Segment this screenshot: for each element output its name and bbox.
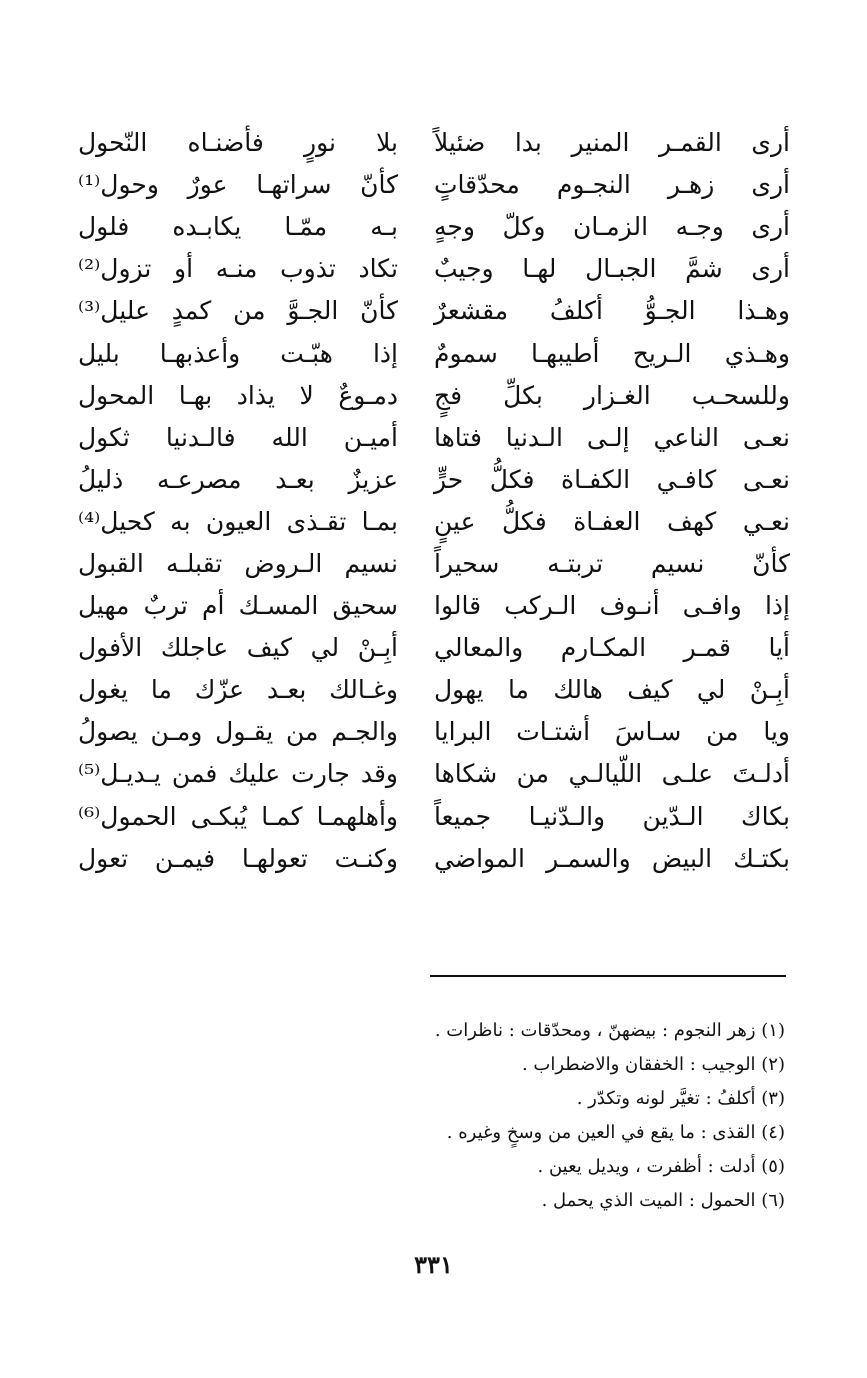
first-hemistich: أرى شمَّ الجبـال لهـا وجيبٌ bbox=[434, 254, 790, 284]
verse-line bbox=[78, 248, 790, 290]
second-hemistich: وأهلهمـا كمـا يُبكـى الحمول⁽⁶⁾ bbox=[78, 801, 398, 831]
footnote-divider bbox=[430, 975, 786, 977]
first-hemistich: إذا وافـى أنـوف الـركب قالوا bbox=[434, 591, 790, 621]
second-hemistich: سحيق المسـك أم تربٌ مهيل bbox=[78, 591, 398, 621]
second-hemistich: نسيم الـروض تقبلـه القبول bbox=[78, 548, 398, 578]
verse-line bbox=[78, 375, 790, 417]
poem bbox=[78, 122, 790, 880]
second-hemistich: وغـالك بعـد عزّك ما يغول bbox=[78, 675, 398, 705]
verse-line bbox=[78, 417, 790, 459]
footnote: (٣) أكلفُ : تغيَّر لونه وتكدّر . bbox=[576, 1088, 785, 1109]
first-hemistich: أبِـنْ لي كيف هالك ما يهول bbox=[434, 675, 790, 705]
first-hemistich: أيا قمـر المكـارم والمعالي bbox=[434, 633, 790, 663]
footnote: (٦) الحمول : الميت الذي يحمل . bbox=[541, 1190, 785, 1211]
verse-line bbox=[78, 711, 790, 753]
verse-line bbox=[78, 753, 790, 795]
first-hemistich: بكتـك البيض والسمـر المواضي bbox=[434, 843, 790, 873]
second-hemistich: أبِـنْ لي كيف عاجلك الأفول bbox=[78, 633, 398, 663]
second-hemistich: والجـم من يقـول ومـن يصولُ bbox=[78, 717, 398, 747]
second-hemistich: كأنّ الجـوَّ من كمدٍ عليل⁽³⁾ bbox=[78, 296, 398, 326]
second-hemistich: بـه ممّـا يكابـده فلول bbox=[78, 212, 398, 242]
first-hemistich: نعـى كافـي الكفـاة فكلُّ حرٍّ bbox=[434, 464, 790, 494]
second-hemistich: تكاد تذوب منـه أو تزول⁽²⁾ bbox=[78, 254, 398, 284]
first-hemistich: أرى القمـر المنير بدا ضئيلاً bbox=[434, 128, 790, 158]
first-hemistich: أرى زهـر النجـوم محدّقاتٍ bbox=[434, 170, 790, 200]
second-hemistich: وكنـت تعولهـا فيمـن تعول bbox=[78, 843, 398, 873]
first-hemistich: بكاك الـدّين والـدّنيـا جميعاً bbox=[434, 801, 790, 831]
second-hemistich: دمـوعٌ لا يذاد بهـا المحول bbox=[78, 380, 398, 410]
second-hemistich: عزيزٌ بعـد مصرعـه ذليلُ bbox=[78, 464, 398, 494]
first-hemistich: أدلـتَ علـى اللّيالـي من شكاها bbox=[434, 759, 790, 789]
footnote: (٤) القذى : ما يقع في العين من وسخٍ وغيره . bbox=[446, 1122, 785, 1143]
second-hemistich: إذا هبّـت وأعذبهـا بليل bbox=[78, 338, 398, 368]
second-hemistich: بمـا تقـذى العيون به كحيل⁽⁴⁾ bbox=[78, 506, 398, 536]
second-hemistich: وقد جارت عليك فمن يـديـل⁽⁵⁾ bbox=[78, 759, 398, 789]
first-hemistich: وهـذا الجـوُّ أكلفُ مقشعرٌ bbox=[434, 296, 790, 326]
second-hemistich: كأنّ سراتهـا عورٌ وحول⁽¹⁾ bbox=[78, 170, 398, 200]
first-hemistich: كأنّ نسيم تربتـه سحيراً bbox=[434, 548, 790, 578]
verse-line bbox=[78, 290, 790, 332]
page-number: ٣٣١ bbox=[414, 1250, 453, 1279]
verse-line bbox=[78, 627, 790, 669]
verse-line bbox=[78, 164, 790, 206]
verse-line bbox=[78, 206, 790, 248]
verse-line bbox=[78, 543, 790, 585]
verse-line bbox=[78, 585, 790, 627]
verse-line bbox=[78, 459, 790, 501]
first-hemistich: نعـى الناعي إلـى الـدنيا فتاها bbox=[434, 422, 790, 452]
first-hemistich: وهـذي الـريح أطيبهـا سمومٌ bbox=[434, 338, 790, 368]
footnotes bbox=[265, 1014, 785, 1218]
footnote: (٢) الوجيب : الخفقان والاضطراب . bbox=[521, 1054, 785, 1075]
verse-line bbox=[78, 669, 790, 711]
first-hemistich: وللسحـب الغـزار بكلِّ فجٍ bbox=[434, 380, 790, 410]
footnote: (١) زهر النجوم : بيضهنّ ، ومحدّقات : ناظرات . bbox=[434, 1020, 785, 1041]
verse-line bbox=[78, 796, 790, 838]
first-hemistich: ويا من سـاسَ أشتـات البرايا bbox=[434, 717, 790, 747]
verse-line bbox=[78, 501, 790, 543]
first-hemistich: نعـي كهف العفـاة فكلُّ عينٍ bbox=[434, 506, 790, 536]
second-hemistich: أميـن الله فالـدنيا ثكول bbox=[78, 422, 398, 452]
verse-line bbox=[78, 838, 790, 880]
verse-line bbox=[78, 332, 790, 374]
verse-line bbox=[78, 122, 790, 164]
second-hemistich: بلا نورٍ فأضنـاه النّحول bbox=[78, 128, 398, 158]
first-hemistich: أرى وجـه الزمـان وكلّ وجهٍ bbox=[434, 212, 790, 242]
footnote: (٥) أدلت : أظفرت ، ويديل يعين . bbox=[537, 1156, 785, 1177]
